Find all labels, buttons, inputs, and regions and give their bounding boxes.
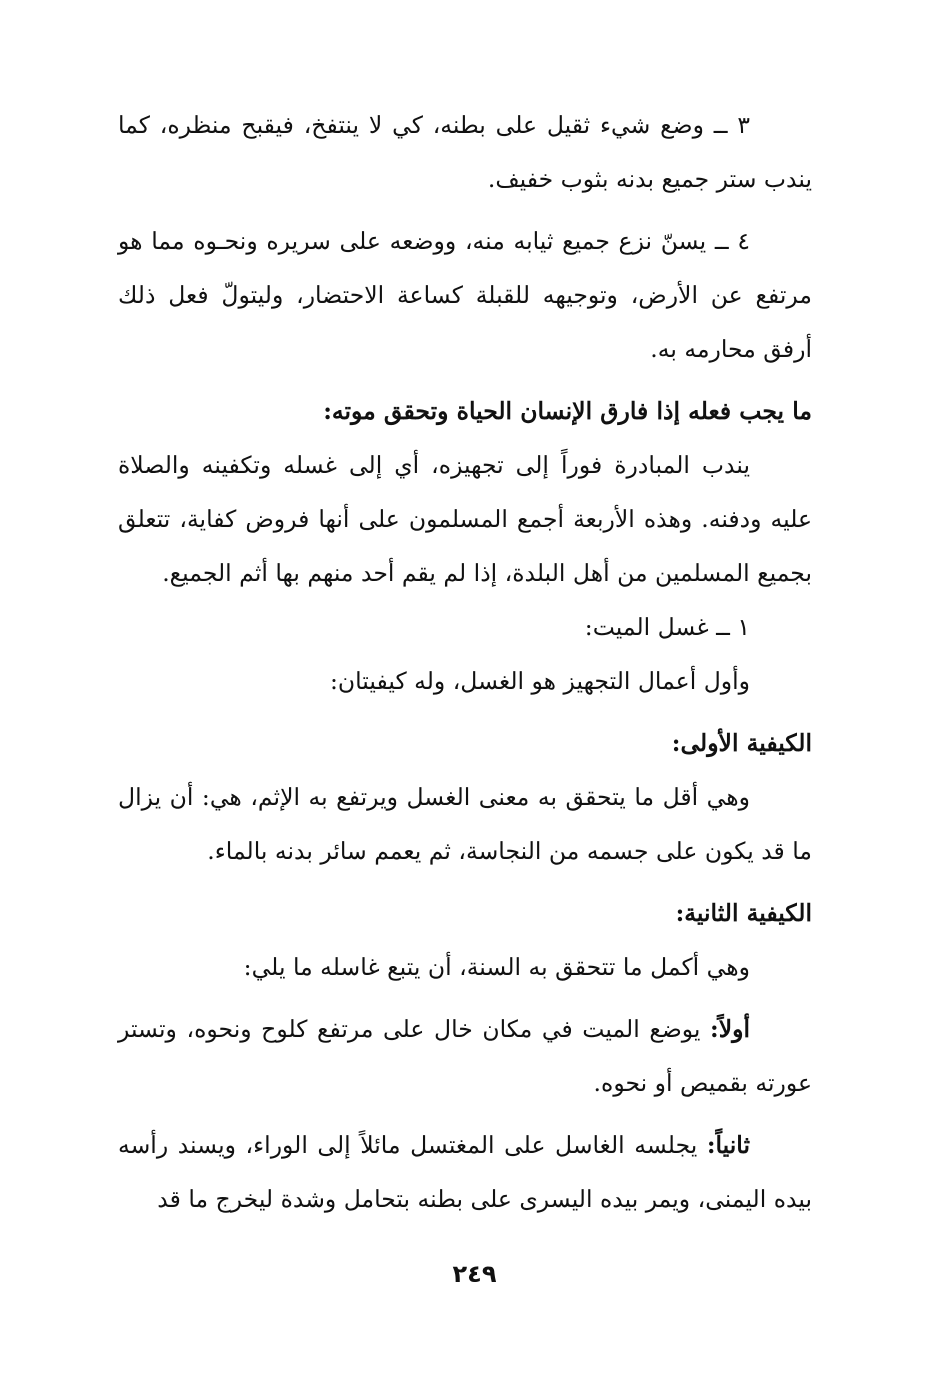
subheading-washing: [118, 600, 812, 654]
paragraph-step-first: [118, 1002, 812, 1110]
page-number: ٢٤٩: [452, 1260, 497, 1288]
heading-text: الكيفية الأولى:: [671, 729, 812, 757]
heading-first-method: [118, 716, 812, 770]
paragraph-first-method: [118, 770, 812, 878]
heading-second-method: [118, 886, 812, 940]
paragraph-two-methods: [118, 654, 812, 708]
section-heading-after-death: [118, 384, 812, 438]
paragraph-item-4: [118, 214, 812, 376]
paragraph-text: وهي أقل ما يتحقق به معنى الغسل ويرتفع به الإثم، هي: أن يزال ما قد يكون على جسمه من النجاسة، ثم يعمم سائر بدنه بالماء.: [118, 783, 812, 865]
paragraph-step-second: [118, 1118, 812, 1226]
paragraph-item-3: [118, 98, 812, 206]
paragraph-second-method: [118, 940, 812, 994]
heading-text: ما يجب فعله إذا فارق الإنسان الحياة وتحقق موته:: [323, 397, 812, 425]
paragraph-text: ٤ ــ يسنّ نزع جميع ثيابه منه، ووضعه على سريره ونحـوه مما هو مرتفع عن الأرض، وتوجيهه للقبلة كساعة الاحتضار، وليتولّ فعل ذلك أرفق محارمه به.: [118, 227, 812, 363]
paragraph-text: وهي أكمل ما تتحقق به السنة، أن يتبع غاسله ما يلي:: [243, 953, 750, 981]
paragraph-text: ٣ ــ وضع شيء ثقيل على بطنه، كي لا ينتفخ، فيقبح منظره، كما يندب ستر جميع بدنه بثوب خفيف.: [118, 111, 812, 193]
paragraph-text: يندب المبادرة فوراً إلى تجهيزه، أي إلى غسله وتكفينه والصلاة عليه ودفنه. وهذه الأربعة أجمع المسلمون على أنها فروض كفاية، تتعلق بجميع المسلمين من أهل البلدة، إذا لم يقم أحد منهم بها أثم الجميع.: [118, 451, 812, 587]
step-lead-label: أولاً:: [710, 1015, 750, 1043]
heading-text: الكيفية الثانية:: [675, 899, 812, 927]
text-column: [118, 98, 812, 1226]
paragraph-text: وأول أعمال التجهيز هو الغسل، وله كيفيتان:: [329, 667, 750, 695]
paragraph-preparation: [118, 438, 812, 600]
subheading-text: ١ ــ غسل الميت:: [584, 613, 750, 641]
paragraph-text: يوضع الميت في مكان خال على مرتفع كلوح ونحوه، وتستر عورته بقميص أو نحوه.: [118, 1015, 812, 1097]
step-lead-label: ثانياً:: [706, 1131, 750, 1159]
paragraph-text: يجلسه الغاسل على المغتسل مائلاً إلى الوراء، ويسند رأسه بيده اليمنى، ويمر بيده اليسرى على بطنه بتحامل وشدة ليخرج ما قد: [118, 1131, 812, 1213]
